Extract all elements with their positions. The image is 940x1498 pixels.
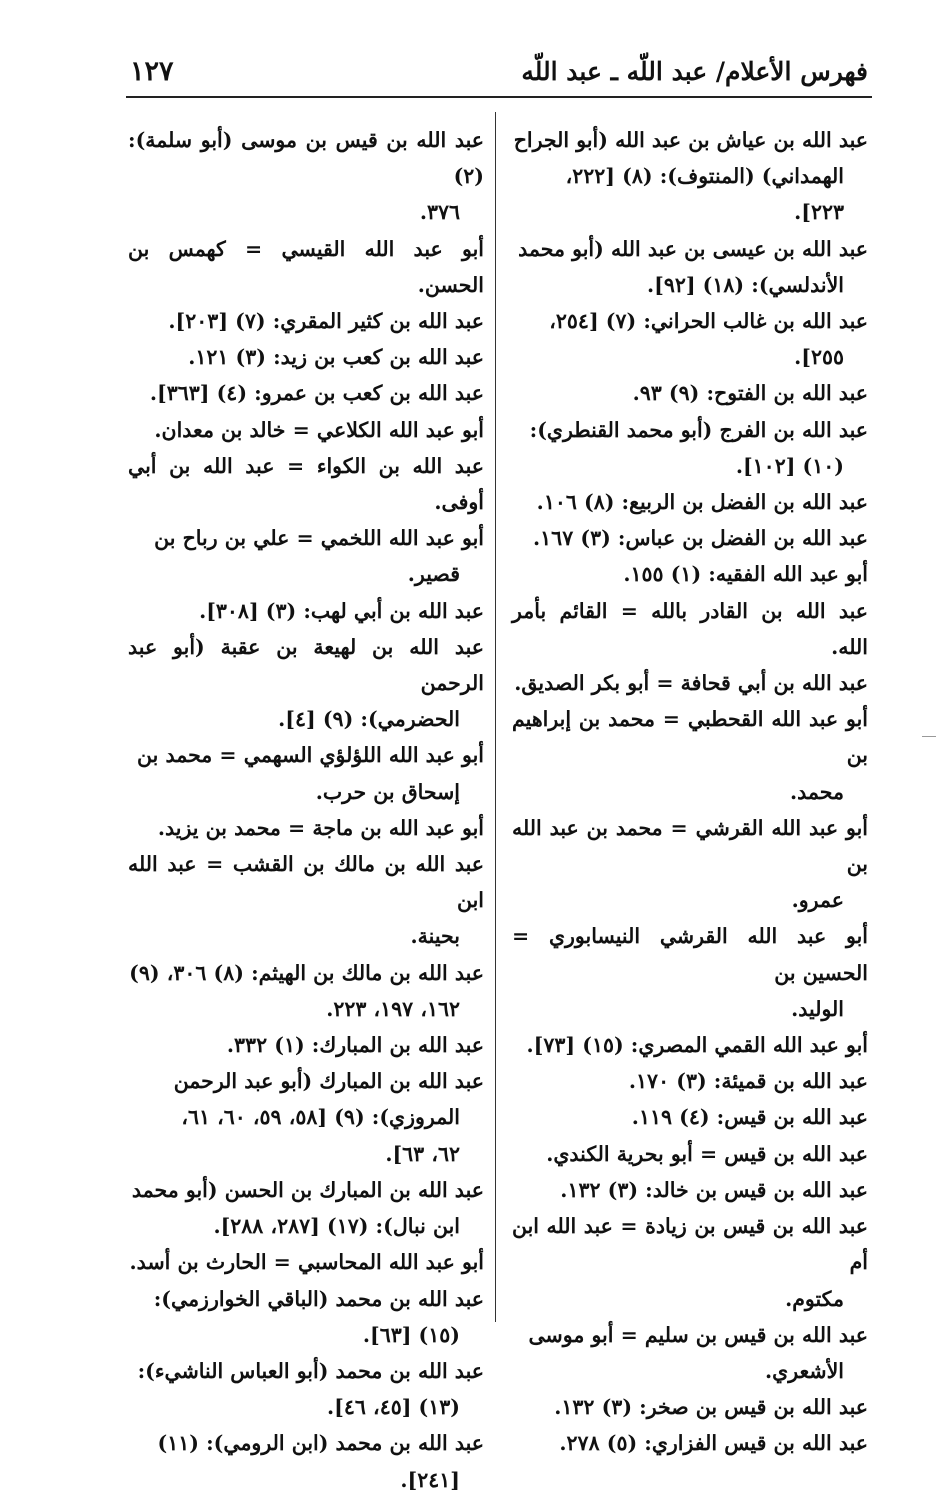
index-entry xyxy=(512,484,868,520)
entry-line: أبو عبد الله القحطبي = محمد بن إبراهيم بن xyxy=(512,707,868,768)
index-entry xyxy=(512,1027,868,1063)
entry-line: أبو عبد الله المحاسبي = الحارث بن أسد. xyxy=(129,1250,484,1275)
index-entry xyxy=(128,520,484,592)
entry-line: عبد الله بن الفرج (أبو محمد القنطري): xyxy=(529,417,868,442)
entry-continuation: بحينة. xyxy=(410,924,460,949)
entry-line: أبو عبد الله القرشي = محمد بن عبد الله بن xyxy=(512,815,868,877)
entry-line: عبد الله بن قيس بن صخر: (٣) ١٣٢. xyxy=(554,1395,868,1420)
entry-continuation: محمد. xyxy=(790,779,844,804)
index-entry xyxy=(128,1027,484,1063)
entry-line: أبو عبد الله اللؤلؤي السهمي = محمد بن xyxy=(137,743,484,768)
entry-line: عبد الله بن قيس بن موسى (أبو سلمة): (٢) xyxy=(128,128,484,189)
index-entry xyxy=(512,1208,868,1317)
index-column-left xyxy=(128,122,484,1498)
entry-line: عبد الله بن مالك بن الهيثم: (٨) ٣٠٦، (٩) xyxy=(129,960,484,985)
index-entry xyxy=(128,231,484,303)
entry-line: عبد الله بن المبارك (أبو عبد الرحمن xyxy=(173,1069,484,1094)
entry-line: عبد الله بن المبارك بن الحسن (أبو محمد xyxy=(131,1177,484,1202)
index-entry xyxy=(512,1172,868,1208)
entry-continuation: ٦٢، ٦٣]. xyxy=(385,1141,460,1166)
page-title: فهرس الأعلام/ عبد اللّه ـ عبد اللّه xyxy=(521,57,868,86)
index-entry xyxy=(128,629,484,738)
entry-continuation: ٢٥٥]. xyxy=(794,345,844,370)
entry-continuation: [٢٤١]. xyxy=(400,1467,460,1492)
entry-line: عبد الله بن مالك بن القشب = عبد الله ابن xyxy=(128,852,484,913)
index-entry xyxy=(512,918,868,1027)
index-entry xyxy=(512,303,868,375)
entry-continuation: (١٥) [٦٣]. xyxy=(362,1322,460,1347)
index-entry xyxy=(128,810,484,846)
index-entry xyxy=(512,1425,868,1461)
index-entry xyxy=(512,556,868,592)
entry-line: عبد الله بن الكواء = عبد الله بن أبي أوفى. xyxy=(128,453,484,515)
index-entry xyxy=(128,339,484,375)
index-entry xyxy=(512,231,868,303)
entry-line: عبد الله بن القادر بالله = القائم بأمر الله. xyxy=(512,598,868,659)
entry-line: عبد الله بن أبي قحافة = أبو بكر الصديق. xyxy=(514,671,868,696)
entry-continuation: (١٣) [٤٥، ٤٦]. xyxy=(327,1395,460,1420)
index-entry xyxy=(128,1353,484,1425)
index-entry xyxy=(128,1281,484,1353)
entry-line: عبد الله بن محمد (الباقي الخوارزمي): xyxy=(153,1286,484,1311)
entry-line: أبو عبد الله الفقيه: (١) ١٥٥. xyxy=(623,562,868,587)
entry-line: عبد الله بن كعب بن عمرو: (٤) [٣٦٣]. xyxy=(149,381,484,406)
index-entry xyxy=(512,665,868,701)
entry-continuation: الأندلسي): (١٨) [٩٢]. xyxy=(646,272,844,297)
entry-line: عبد الله بن الفضل بن الربيع: (٨) ١٠٦. xyxy=(536,490,868,515)
entry-line: عبد الله بن قيس: (٤) ١١٩. xyxy=(631,1105,868,1130)
entry-line: عبد الله بن قيس بن خالد: (٣) ١٣٢. xyxy=(560,1177,868,1202)
entry-continuation: الوليد. xyxy=(791,996,844,1021)
index-entry xyxy=(512,1389,868,1425)
entry-line: عبد الله بن عياش بن عبد الله (أبو الجراح xyxy=(513,128,868,152)
index-entry xyxy=(512,1317,868,1389)
entry-line: عبد الله بن الفضل بن عباس: (٣) ١٦٧. xyxy=(533,526,868,551)
index-entry xyxy=(128,375,484,411)
index-entry xyxy=(512,701,868,810)
entry-line: عبد الله بن لهيعة بن عقبة (أبو عبد الرحمن xyxy=(128,634,484,696)
margin-mark xyxy=(922,736,936,737)
entry-line: عبد الله بن محمد (ابن الرومي): (١١) xyxy=(157,1431,484,1456)
entry-line: عبد الله بن المبارك: (١) ٣٣٢. xyxy=(226,1033,484,1058)
index-entry xyxy=(512,593,868,665)
index-column-right xyxy=(512,122,868,1462)
entry-line: عبد الله بن كثير المقري: (٧) [٢٠٣]. xyxy=(168,309,484,334)
index-entry xyxy=(128,1425,484,1497)
column-divider xyxy=(495,112,496,1322)
entry-continuation: الحضرمي): (٩) [٤]. xyxy=(278,707,460,732)
index-entry xyxy=(512,375,868,411)
index-entry xyxy=(128,448,484,520)
entry-line: عبد الله بن قميئة: (٣) ١٧٠. xyxy=(628,1069,868,1094)
entry-line: عبد الله بن الفتوح: (٩) ٩٣. xyxy=(632,381,868,406)
entry-line: أبو عبد الله بن ماجة = محمد بن يزيد. xyxy=(157,815,484,840)
page-header xyxy=(126,52,868,92)
index-entry xyxy=(512,412,868,484)
index-entry xyxy=(512,122,868,231)
entry-continuation: الأشعري. xyxy=(765,1358,844,1383)
entry-line: عبد الله بن قيس بن زيادة = عبد الله ابن أم xyxy=(512,1214,868,1275)
entry-line: أبو عبد الله القرشي النيسابوري = الحسين بن xyxy=(512,924,868,985)
entry-line: أبو عبد الله الكلاعي = خالد بن معدان. xyxy=(154,417,484,442)
entry-line: عبد الله بن محمد (أبو العباس الناشيء): xyxy=(137,1358,484,1383)
entry-continuation: قصير. xyxy=(407,562,460,587)
entry-line: عبد الله بن كعب بن زيد: (٣) ١٢١. xyxy=(188,345,484,370)
index-entry xyxy=(128,1172,484,1244)
index-entry xyxy=(128,955,484,1027)
entry-line: عبد الله بن قيس بن سليم = أبو موسى xyxy=(528,1322,868,1347)
entry-continuation: ١٦٢، ١٩٧، ٢٢٣. xyxy=(326,996,460,1021)
entry-continuation: ابن نبال): (١٧) [٢٨٧، ٢٨٨]. xyxy=(213,1214,460,1239)
index-entry xyxy=(512,520,868,556)
entry-continuation: إسحاق بن حرب. xyxy=(315,779,460,804)
index-entry xyxy=(128,1244,484,1280)
index-entry xyxy=(512,810,868,919)
entry-continuation: ٣٧٦. xyxy=(419,200,460,225)
entry-line: عبد الله بن قيس الفزاري: (٥) ٢٧٨. xyxy=(559,1431,868,1456)
index-entry xyxy=(128,737,484,809)
index-entry xyxy=(128,846,484,955)
index-entry xyxy=(128,593,484,629)
index-entry xyxy=(512,1063,868,1099)
entry-line: أبو عبد الله القمي المصري: (١٥) [٧٣]. xyxy=(526,1033,868,1058)
entry-line: عبد الله بن عيسى بن عبد الله (أبو محمد xyxy=(518,236,868,261)
index-entry xyxy=(128,303,484,339)
entry-line: عبد الله بن قيس = أبو بحرية الكندي. xyxy=(546,1141,868,1166)
entry-line: أبو عبد الله اللخمي = علي بن رباح بن xyxy=(154,526,484,551)
entry-continuation: المروزي): (٩) [٥٨، ٥٩، ٦٠، ٦١، xyxy=(181,1105,460,1130)
entry-continuation: عمرو. xyxy=(791,888,844,913)
page-number: ١٢٧ xyxy=(130,56,174,87)
index-entry xyxy=(512,1136,868,1172)
entry-line: أبو عبد الله القيسي = كهمس بن الحسن. xyxy=(128,236,484,297)
index-entry xyxy=(512,1099,868,1135)
header-rule xyxy=(126,96,872,98)
entry-continuation: الهمداني) (المنتوف): (٨) [٢٢٢، xyxy=(565,164,844,189)
index-entry xyxy=(128,1063,484,1172)
entry-line: عبد الله بن غالب الحراني: (٧) [٢٥٤، xyxy=(549,309,868,334)
entry-continuation: (١٠) [١٠٢]. xyxy=(735,453,844,478)
index-entry xyxy=(128,122,484,231)
entry-continuation: مكتوم. xyxy=(785,1286,844,1311)
entry-continuation: ٢٢٣]. xyxy=(794,200,844,225)
entry-line: عبد الله بن أبي لهب: (٣) [٣٠٨]. xyxy=(199,598,484,623)
index-entry xyxy=(128,412,484,448)
